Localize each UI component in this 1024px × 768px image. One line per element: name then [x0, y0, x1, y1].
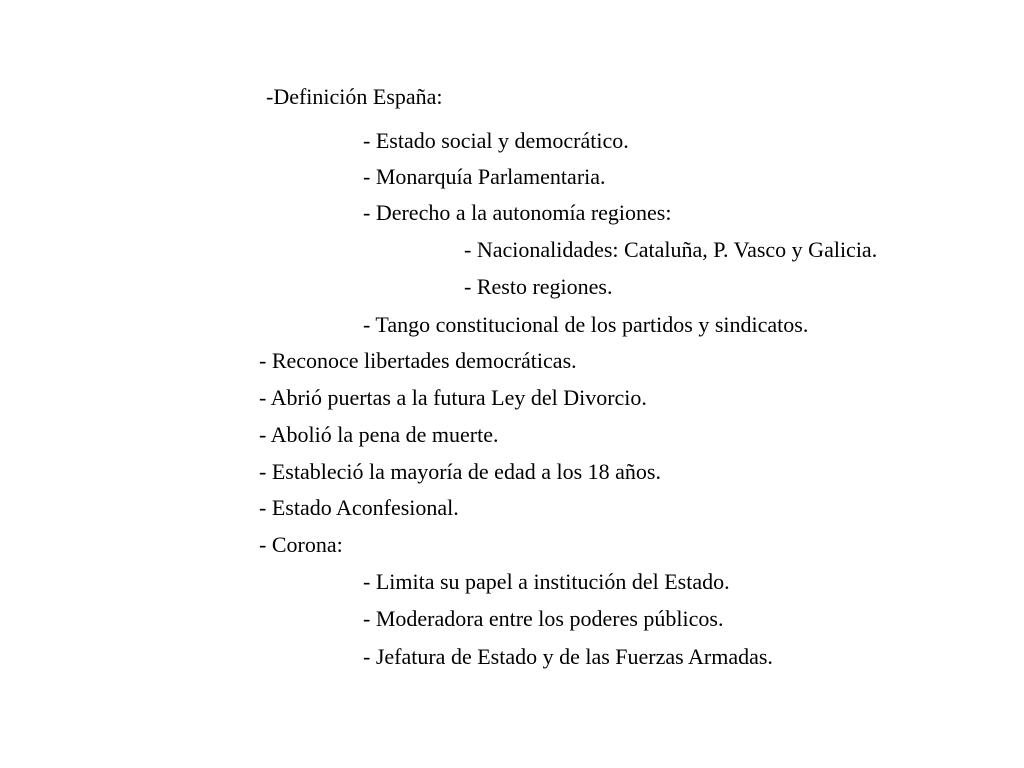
slide-title: -Definición España:: [266, 84, 443, 109]
list-item: - Abrió puertas a la futura Ley del Divorcio.: [259, 385, 647, 410]
list-item: - Resto regiones.: [464, 274, 613, 299]
list-item: - Derecho a la autonomía regiones:: [363, 200, 672, 225]
list-item: - Abolió la pena de muerte.: [259, 422, 499, 447]
list-item: - Nacionalidades: Cataluña, P. Vasco y Galicia.: [464, 237, 878, 262]
list-item: - Reconoce libertades democráticas.: [259, 348, 577, 373]
list-item: - Tango constitucional de los partidos y sindicatos.: [363, 312, 809, 337]
list-item: - Estado social y democrático.: [363, 128, 629, 153]
list-item: - Limita su papel a institución del Estado.: [363, 569, 730, 594]
list-item: - Moderadora entre los poderes públicos.: [363, 606, 724, 631]
list-item: - Corona:: [259, 532, 343, 557]
list-item: - Monarquía Parlamentaria.: [363, 164, 606, 189]
list-item: - Estableció la mayoría de edad a los 18 años.: [259, 459, 661, 484]
list-item: - Jefatura de Estado y de las Fuerzas Armadas.: [363, 644, 773, 669]
list-item: - Estado Aconfesional.: [259, 495, 459, 520]
